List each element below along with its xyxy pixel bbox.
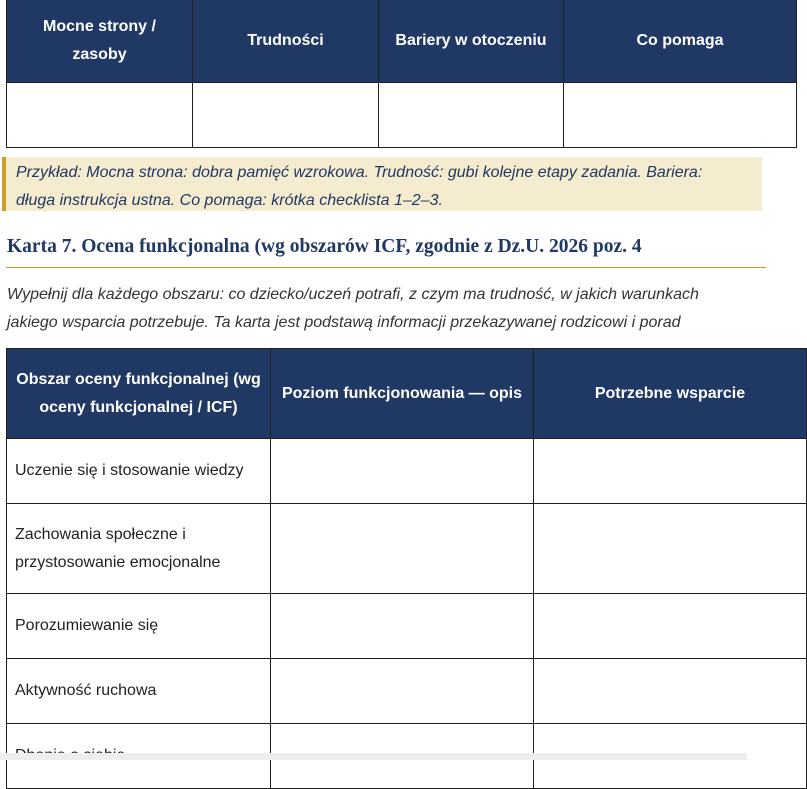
example-line-1: Przykład: Mocna strona: dobra pamięć wzrokowa. Trudność: gubi kolejne etapy zadania. Bariera:: [16, 164, 703, 181]
column-header-barriers: Bariery w otoczeniu: [379, 0, 564, 83]
table-cell-input[interactable]: [564, 83, 797, 148]
section-heading: Karta 7. Ocena funkcjonalna (wg obszarów ICF, zgodnie z Dz.U. 2026 poz. 4: [7, 236, 642, 257]
column-header-difficulties: Trudności: [193, 0, 379, 83]
table-cell-input[interactable]: [271, 659, 534, 724]
heading-divider: [6, 267, 766, 268]
row-label: Aktywność ruchowa: [7, 659, 271, 724]
row-label: Porozumiewanie się: [7, 594, 271, 659]
table-cell-input[interactable]: [534, 439, 807, 504]
instructions-text: [7, 281, 767, 337]
table-cell-input[interactable]: [379, 83, 564, 148]
table-row: [7, 594, 807, 659]
table-cell-input[interactable]: [7, 83, 193, 148]
strengths-difficulties-table: [6, 0, 797, 148]
column-header-what-helps: Co pomaga: [564, 0, 797, 83]
example-line-2: długa instrukcja ustna. Co pomaga: krótka checklista 1–2–3.: [16, 192, 443, 209]
bottom-edge: [0, 753, 747, 760]
table-row: [7, 83, 797, 148]
functional-assessment-table: [6, 348, 807, 789]
table-row: [7, 659, 807, 724]
table-cell-input[interactable]: [271, 594, 534, 659]
table-cell-input[interactable]: [193, 83, 379, 148]
table-cell-input[interactable]: [534, 594, 807, 659]
column-header-functioning-level: Poziom funkcjonowania — opis: [271, 349, 534, 439]
table-row: [7, 439, 807, 504]
table-cell-input[interactable]: [271, 439, 534, 504]
column-header-strengths: Mocne strony / zasoby: [7, 0, 193, 83]
row-label: Zachowania społeczne i przystosowanie emocjonalne: [7, 504, 271, 594]
column-header-needed-support: Potrzebne wsparcie: [534, 349, 807, 439]
row-label: Uczenie się i stosowanie wiedzy: [7, 439, 271, 504]
table-cell-input[interactable]: [534, 504, 807, 594]
instructions-line-1: Wypełnij dla każdego obszaru: co dziecko/uczeń potrafi, z czym ma trudność, w jakich warunkach: [7, 286, 699, 303]
table-header-row: [7, 349, 807, 439]
table-row: [7, 504, 807, 594]
table-header-row: [7, 0, 797, 83]
table-cell-input[interactable]: [271, 504, 534, 594]
table-cell-input[interactable]: [534, 659, 807, 724]
example-note-box: [2, 157, 762, 211]
column-header-assessment-area: Obszar oceny funkcjonalnej (wg oceny funkcjonalnej / ICF): [7, 349, 271, 439]
instructions-line-2: jakiego wsparcia potrzebuje. Ta karta jest podstawą informacji przekazywanej rodzicowi i porad: [7, 314, 681, 331]
